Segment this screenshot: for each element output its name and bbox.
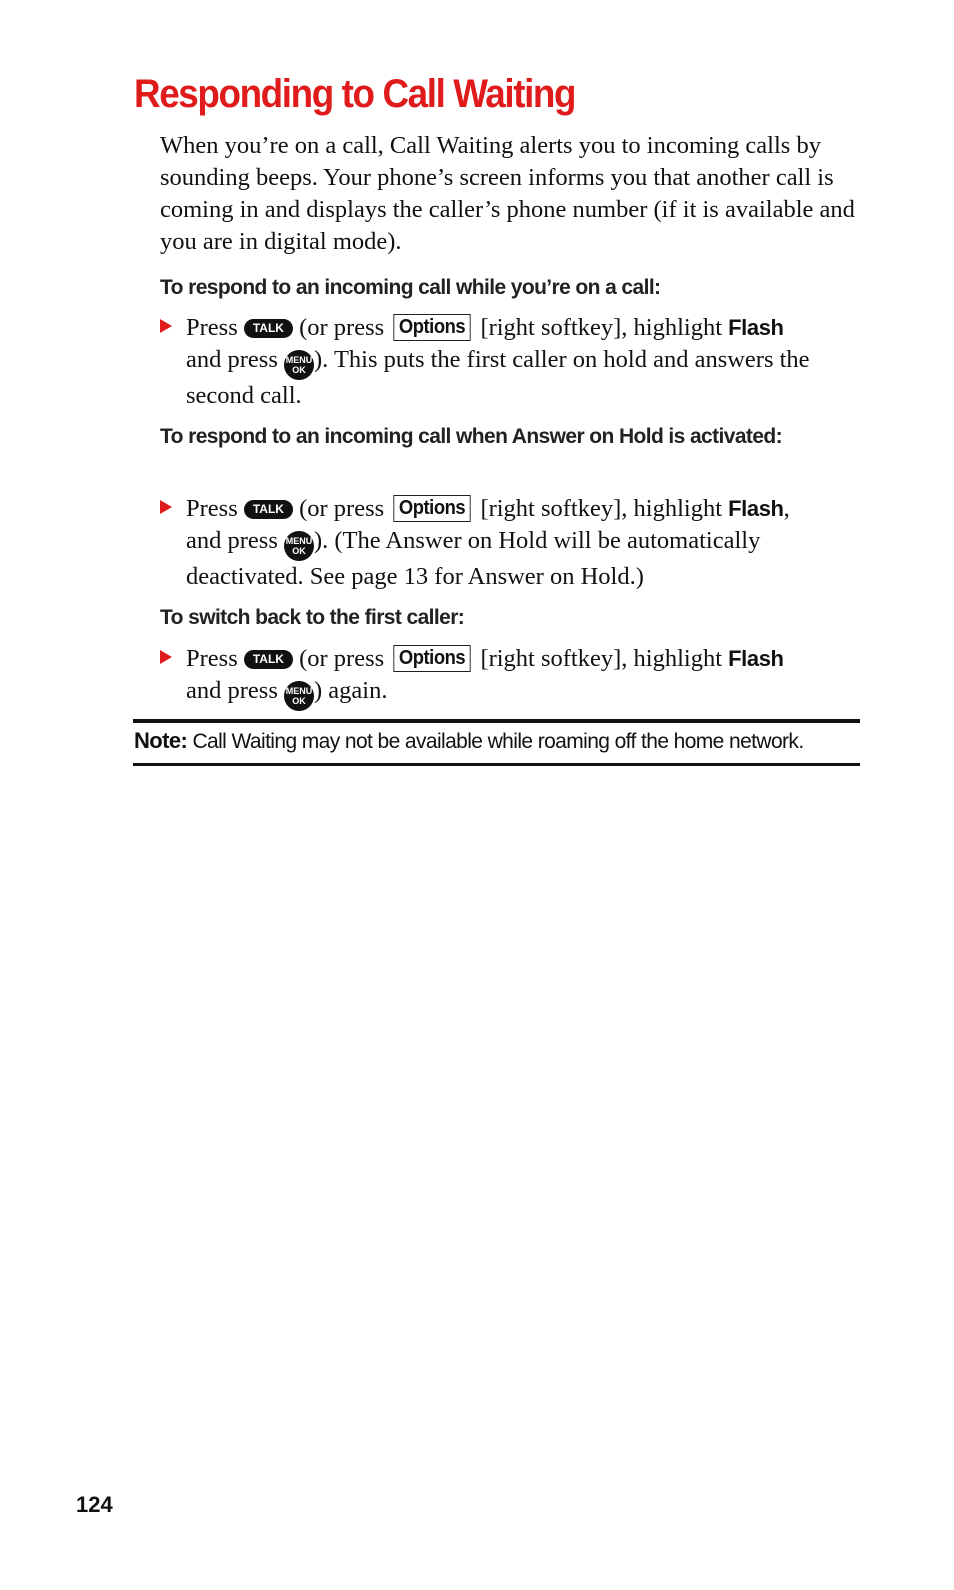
menu-ok-key-icon xyxy=(284,681,314,711)
step-text: , xyxy=(783,495,790,522)
talk-key-icon: TALK xyxy=(244,319,293,338)
step-text: [right softkey], highlight xyxy=(480,495,723,522)
bullet-arrow-icon xyxy=(160,319,172,333)
step-item xyxy=(160,643,860,707)
menu-option-flash: Flash xyxy=(728,496,784,521)
step-text: and press xyxy=(186,527,278,554)
note-top-rule xyxy=(133,719,860,723)
section-heading: To respond to an incoming call while you’re on a call: xyxy=(160,276,661,299)
page-title: Responding to Call Waiting xyxy=(134,72,576,116)
step-text: (or press xyxy=(299,645,385,672)
options-softkey-icon: Options xyxy=(394,314,471,341)
step-text: ). This puts the first caller on hold and answers the second call. xyxy=(186,346,810,409)
bullet-arrow-icon xyxy=(160,650,172,664)
step-text: [right softkey], highlight xyxy=(480,314,723,341)
options-softkey-icon: Options xyxy=(394,645,471,672)
step-text: Press xyxy=(186,495,238,522)
options-softkey-icon: Options xyxy=(394,495,471,522)
note-label: Note: xyxy=(134,728,188,753)
section-heading: To respond to an incoming call when Answer on Hold is activated: xyxy=(160,425,783,448)
step-item xyxy=(160,312,860,408)
step-text: and press xyxy=(186,346,278,373)
talk-key-icon: TALK xyxy=(244,500,293,519)
step-text: Press xyxy=(186,314,238,341)
ok-key-label: OK xyxy=(292,696,306,706)
step-text: Press xyxy=(186,645,238,672)
menu-key-label: MENU xyxy=(285,536,313,546)
note xyxy=(134,724,864,759)
menu-key-label: MENU xyxy=(285,355,313,365)
step-item xyxy=(160,493,860,589)
step-text: (or press xyxy=(299,495,385,522)
menu-ok-key-icon xyxy=(284,350,314,380)
section-heading: To switch back to the first caller: xyxy=(160,606,465,629)
menu-option-flash: Flash xyxy=(728,646,784,671)
step-text: and press xyxy=(186,677,278,704)
step-text: ). (The Answer on Hold will be automatically deactivated. See page 13 for Answer on Hold.) xyxy=(186,527,761,590)
menu-key-label: MENU xyxy=(285,686,313,696)
intro-paragraph: When you’re on a call, Call Waiting alerts you to incoming calls by sounding beeps. Your phone’s screen informs you that another call is coming in and displays the caller’s phone number (if it is available and you are in digital mode). xyxy=(160,132,855,255)
menu-option-flash: Flash xyxy=(728,315,784,340)
talk-key-icon: TALK xyxy=(244,650,293,669)
step-text: [right softkey], highlight xyxy=(480,645,723,672)
step-text: (or press xyxy=(299,314,385,341)
note-text: Call Waiting may not be available while roaming off the home network. xyxy=(192,730,804,753)
menu-ok-key-icon xyxy=(284,531,314,561)
ok-key-label: OK xyxy=(292,546,306,556)
note-bottom-rule xyxy=(133,763,860,766)
ok-key-label: OK xyxy=(292,365,306,375)
page-number: 124 xyxy=(76,1492,113,1517)
step-text: ) again. xyxy=(313,677,388,704)
bullet-arrow-icon xyxy=(160,500,172,514)
